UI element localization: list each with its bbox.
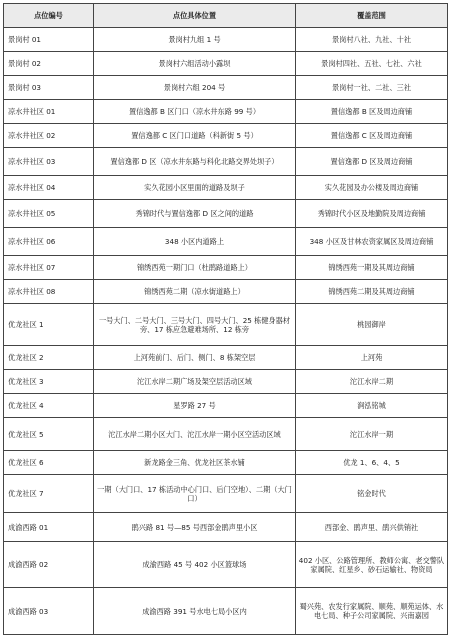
coverage-area: 景岗村四社、五社、七社、六社 bbox=[296, 52, 448, 76]
table-row bbox=[4, 200, 448, 228]
coverage-area: 优龙 1、6、4、5 bbox=[296, 451, 448, 475]
table-row bbox=[4, 475, 448, 513]
table-row bbox=[4, 76, 448, 100]
coverage-area: 西部金、鹃声里、鹃兴供销社 bbox=[296, 513, 448, 542]
point-location: 景岗村六组 204 号 bbox=[94, 76, 296, 100]
point-location: 置信逸都 D 区（凉水井东路与科化北路交界处坝子） bbox=[94, 148, 296, 176]
point-code: 凉水井社区 06 bbox=[4, 228, 94, 256]
coverage-area: 锦绣西苑二期及其周边商铺 bbox=[296, 280, 448, 304]
table-row bbox=[4, 228, 448, 256]
point-code: 凉水井社区 01 bbox=[4, 100, 94, 124]
point-code: 凉水井社区 03 bbox=[4, 148, 94, 176]
header-location: 点位具体位置 bbox=[94, 4, 296, 28]
point-code: 凉水井社区 02 bbox=[4, 124, 94, 148]
header-row bbox=[4, 4, 448, 28]
coverage-area: 沱江水岸一期 bbox=[296, 418, 448, 451]
point-location: 鹃兴路 81 号—85 号西部金鹃声里小区 bbox=[94, 513, 296, 542]
table-row bbox=[4, 52, 448, 76]
coverage-area: 上河苑 bbox=[296, 346, 448, 370]
table-row bbox=[4, 451, 448, 475]
point-code: 优龙社区 5 bbox=[4, 418, 94, 451]
point-location: 锦绣西苑二期（凉水街道路上） bbox=[94, 280, 296, 304]
coverage-area: 景岗村一社、二社、三社 bbox=[296, 76, 448, 100]
point-code: 优龙社区 3 bbox=[4, 370, 94, 394]
point-code: 优龙社区 1 bbox=[4, 304, 94, 346]
point-location: 上河苑前门、后门、侧门、8 栋架空层 bbox=[94, 346, 296, 370]
table-row bbox=[4, 346, 448, 370]
point-location: 沱江水岸二期小区大门、沱江水岸一期小区空活动区域 bbox=[94, 418, 296, 451]
point-location: 景岗村六组活动小露坝 bbox=[94, 52, 296, 76]
table-row bbox=[4, 370, 448, 394]
point-code: 凉水井社区 04 bbox=[4, 176, 94, 200]
coverage-area: 348 小区及甘林农资家属区及周边商铺 bbox=[296, 228, 448, 256]
point-code: 凉水井社区 08 bbox=[4, 280, 94, 304]
point-code: 景岗村 01 bbox=[4, 28, 94, 52]
point-code: 优龙社区 4 bbox=[4, 394, 94, 418]
table-row bbox=[4, 513, 448, 542]
coverage-area: 置信逸都 C 区及周边商铺 bbox=[296, 124, 448, 148]
coverage-area: 桃园御岸 bbox=[296, 304, 448, 346]
point-code: 优龙社区 7 bbox=[4, 475, 94, 513]
header-code: 点位编号 bbox=[4, 4, 94, 28]
point-location: 景岗村九组 1 号 bbox=[94, 28, 296, 52]
point-location: 秀锦时代与置信逸都 D 区之间的道路 bbox=[94, 200, 296, 228]
point-code: 凉水井社区 05 bbox=[4, 200, 94, 228]
point-location: 348 小区内道路上 bbox=[94, 228, 296, 256]
coverage-area: 沱江水岸二期 bbox=[296, 370, 448, 394]
coverage-area: 实久花园及办公楼及周边商铺 bbox=[296, 176, 448, 200]
coverage-area: 锦绣西苑一期及其周边商铺 bbox=[296, 256, 448, 280]
coverage-area: 涧泓铭城 bbox=[296, 394, 448, 418]
table-row bbox=[4, 394, 448, 418]
table-row bbox=[4, 542, 448, 588]
point-code: 优龙社区 2 bbox=[4, 346, 94, 370]
point-code: 成渝西路 02 bbox=[4, 542, 94, 588]
point-location: 星罗路 27 号 bbox=[94, 394, 296, 418]
coverage-area: 铭金时代 bbox=[296, 475, 448, 513]
header-coverage: 覆盖范围 bbox=[296, 4, 448, 28]
coverage-area: 秀锦时代小区及地勤院及周边商铺 bbox=[296, 200, 448, 228]
point-code: 成渝西路 01 bbox=[4, 513, 94, 542]
point-location: 一期（大门口、17 栋活动中心门口、后门空地）、二期（大门口） bbox=[94, 475, 296, 513]
point-location: 置信逸都 B 区门口（凉水井东路 99 号） bbox=[94, 100, 296, 124]
point-location: 新龙路金三角、优龙社区茶水铺 bbox=[94, 451, 296, 475]
point-location: 置信逸都 C 区门口道路（科新街 5 号） bbox=[94, 124, 296, 148]
location-table bbox=[3, 3, 448, 635]
table-row bbox=[4, 280, 448, 304]
coverage-area: 景岗村八社、九社、十社 bbox=[296, 28, 448, 52]
table-row bbox=[4, 256, 448, 280]
point-code: 凉水井社区 07 bbox=[4, 256, 94, 280]
point-location: 成渝西路 45 号 402 小区篮球场 bbox=[94, 542, 296, 588]
point-code: 优龙社区 6 bbox=[4, 451, 94, 475]
point-location: 成渝西路 391 号水电七局小区内 bbox=[94, 588, 296, 635]
table-row bbox=[4, 176, 448, 200]
point-location: 一号大门、二号大门、三号大门、四号大门、25 栋健身器材旁、17 栋应急避难场所、12 栋旁 bbox=[94, 304, 296, 346]
point-location: 沱江水岸二期广场及架空层活动区域 bbox=[94, 370, 296, 394]
table-row bbox=[4, 304, 448, 346]
location-table-container bbox=[3, 3, 447, 635]
point-location: 锦绣西苑一期门口（杜鹃路道路上） bbox=[94, 256, 296, 280]
point-code: 成渝西路 03 bbox=[4, 588, 94, 635]
coverage-area: 置信逸都 B 区及周边商铺 bbox=[296, 100, 448, 124]
coverage-area: 蜀兴苑、农发行家属院、顺苑、顺苑运体、水电七局、种子公司家属院、兴南嘉园 bbox=[296, 588, 448, 635]
table-row bbox=[4, 418, 448, 451]
point-location: 实久花园小区里面的道路及坝子 bbox=[94, 176, 296, 200]
table-row bbox=[4, 588, 448, 635]
table-row bbox=[4, 28, 448, 52]
coverage-area: 置信逸都 D 区及周边商铺 bbox=[296, 148, 448, 176]
table-row bbox=[4, 100, 448, 124]
point-code: 景岗村 03 bbox=[4, 76, 94, 100]
table-row bbox=[4, 124, 448, 148]
table-row bbox=[4, 148, 448, 176]
coverage-area: 402 小区、公路管理所、教师公寓、老交警队家属院、红星乡、砂石运输社、物资局 bbox=[296, 542, 448, 588]
point-code: 景岗村 02 bbox=[4, 52, 94, 76]
